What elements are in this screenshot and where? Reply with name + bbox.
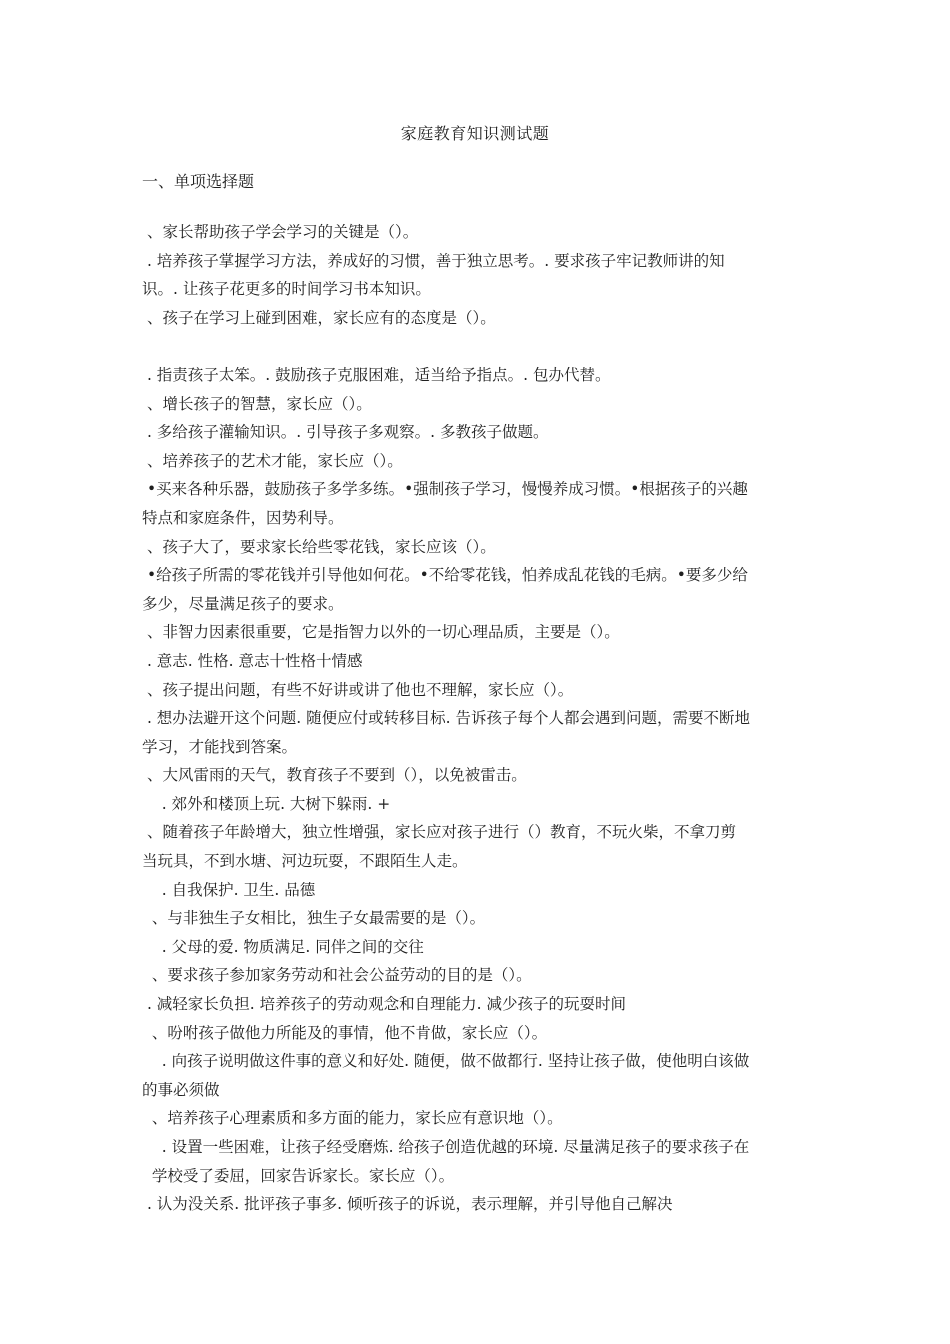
text-line: 、增长孩子的智慧，家长应（）。 bbox=[142, 394, 372, 413]
text-line: 、培养孩子的艺术才能，家长应（）。 bbox=[142, 451, 403, 470]
text-line: 、家长帮助孩子学会学习的关键是（）。 bbox=[142, 223, 419, 241]
text-line: 、孩子在学习上碰到困难，家长应有的态度是（）。 bbox=[142, 308, 496, 327]
text-line: . 认为没关系. 批评孩子事多. 倾听孩子的诉说，表示理解，并引导他自己解决 bbox=[142, 1195, 673, 1214]
text-line: . 指责孩子太笨。. 鼓励孩子克服困难，适当给予指点。. 包办代替。 bbox=[142, 365, 611, 384]
text-line: 多少，尽量满足孩子的要求。 bbox=[142, 594, 344, 613]
text-line: . 减轻家长负担. 培养孩子的劳动观念和自理能力. 减少孩子的玩耍时间 bbox=[142, 995, 627, 1014]
document-title: 家庭教育知识测试题 bbox=[400, 124, 550, 143]
section-heading: 一、单项选择题 bbox=[142, 172, 255, 191]
text-line: . 设置一些困难，让孩子经受磨炼. 给孩子创造优越的环境. 尽量满足孩子的要求孩子在 bbox=[142, 1138, 750, 1156]
text-line: . 向孩子说明做这件事的意义和好处. 随便，做不做都行. 坚持让孩子做，使他明白该做 bbox=[142, 1052, 750, 1071]
text-line: 、孩子大了，要求家长给些零花钱，家长应该（）。 bbox=[142, 537, 496, 556]
text-line: •买来各种乐器，鼓励孩子多学多练。•强制孩子学习，慢慢养成习惯。•根据孩子的兴趣 bbox=[142, 480, 748, 499]
text-line: 、吩咐孩子做他力所能及的事情，他不肯做，家长应（）。 bbox=[142, 1023, 548, 1042]
text-line: 当玩具，不到水塘、河边玩耍，不跟陌生人走。 bbox=[142, 852, 468, 871]
text-line: . 父母的爱. 物质满足. 同伴之间的交往 bbox=[142, 937, 424, 956]
text-line: 识。. 让孩子花更多的时间学习书本知识。 bbox=[142, 280, 431, 299]
text-line: 学校受了委屈，回家告诉家长。家长应（）。 bbox=[142, 1166, 455, 1185]
text-line: 特点和家庭条件，因势利导。 bbox=[142, 508, 344, 527]
text-line: 、大风雷雨的天气，教育孩子不要到（），以免被雷击。 bbox=[142, 766, 527, 785]
text-line: 、非智力因素很重要，它是指智力以外的一切心理品质，主要是（）。 bbox=[142, 623, 620, 642]
text-line: . 郊外和楼顶上玩. 大树下躲雨. + bbox=[142, 794, 391, 813]
text-line: . 培养孩子掌握学习方法，养成好的习惯，善于独立思考。. 要求孩子牢记教师讲的知 bbox=[142, 251, 725, 270]
text-line: 的事必须做 bbox=[142, 1080, 220, 1099]
text-line: 学习，才能找到答案。 bbox=[142, 737, 298, 756]
blank-line bbox=[142, 332, 814, 361]
text-line: 、随着孩子年龄增大，独立性增强，家长应对孩子进行（）教育，不玩火柴，不拿刀剪 bbox=[142, 823, 736, 842]
document-body bbox=[142, 218, 814, 1219]
text-line: •给孩子所需的零花钱并引导他如何花。•不给零花钱，怕养成乱花钱的毛病。•要多少给 bbox=[142, 566, 748, 585]
text-line: . 意志. 性格. 意志十性格十情感 bbox=[142, 651, 363, 670]
text-line: 、要求孩子参加家务劳动和社会公益劳动的目的是（）。 bbox=[142, 966, 532, 985]
text-line: 、孩子提出问题，有些不好讲或讲了他也不理解，家长应（）。 bbox=[142, 680, 574, 699]
text-line: 、与非独生子女相比，独生子女最需要的是（）。 bbox=[142, 909, 486, 928]
text-line: . 想办法避开这个问题. 随便应付或转移目标. 告诉孩子每个人都会遇到问题，需要不断地 bbox=[142, 709, 751, 728]
text-line: . 自我保护. 卫生. 品德 bbox=[142, 880, 316, 899]
text-line: 、培养孩子心理素质和多方面的能力，家长应有意识地（）。 bbox=[142, 1109, 563, 1128]
text-line: . 多给孩子灌输知识。. 引导孩子多观察。. 多教孩子做题。 bbox=[142, 423, 549, 442]
